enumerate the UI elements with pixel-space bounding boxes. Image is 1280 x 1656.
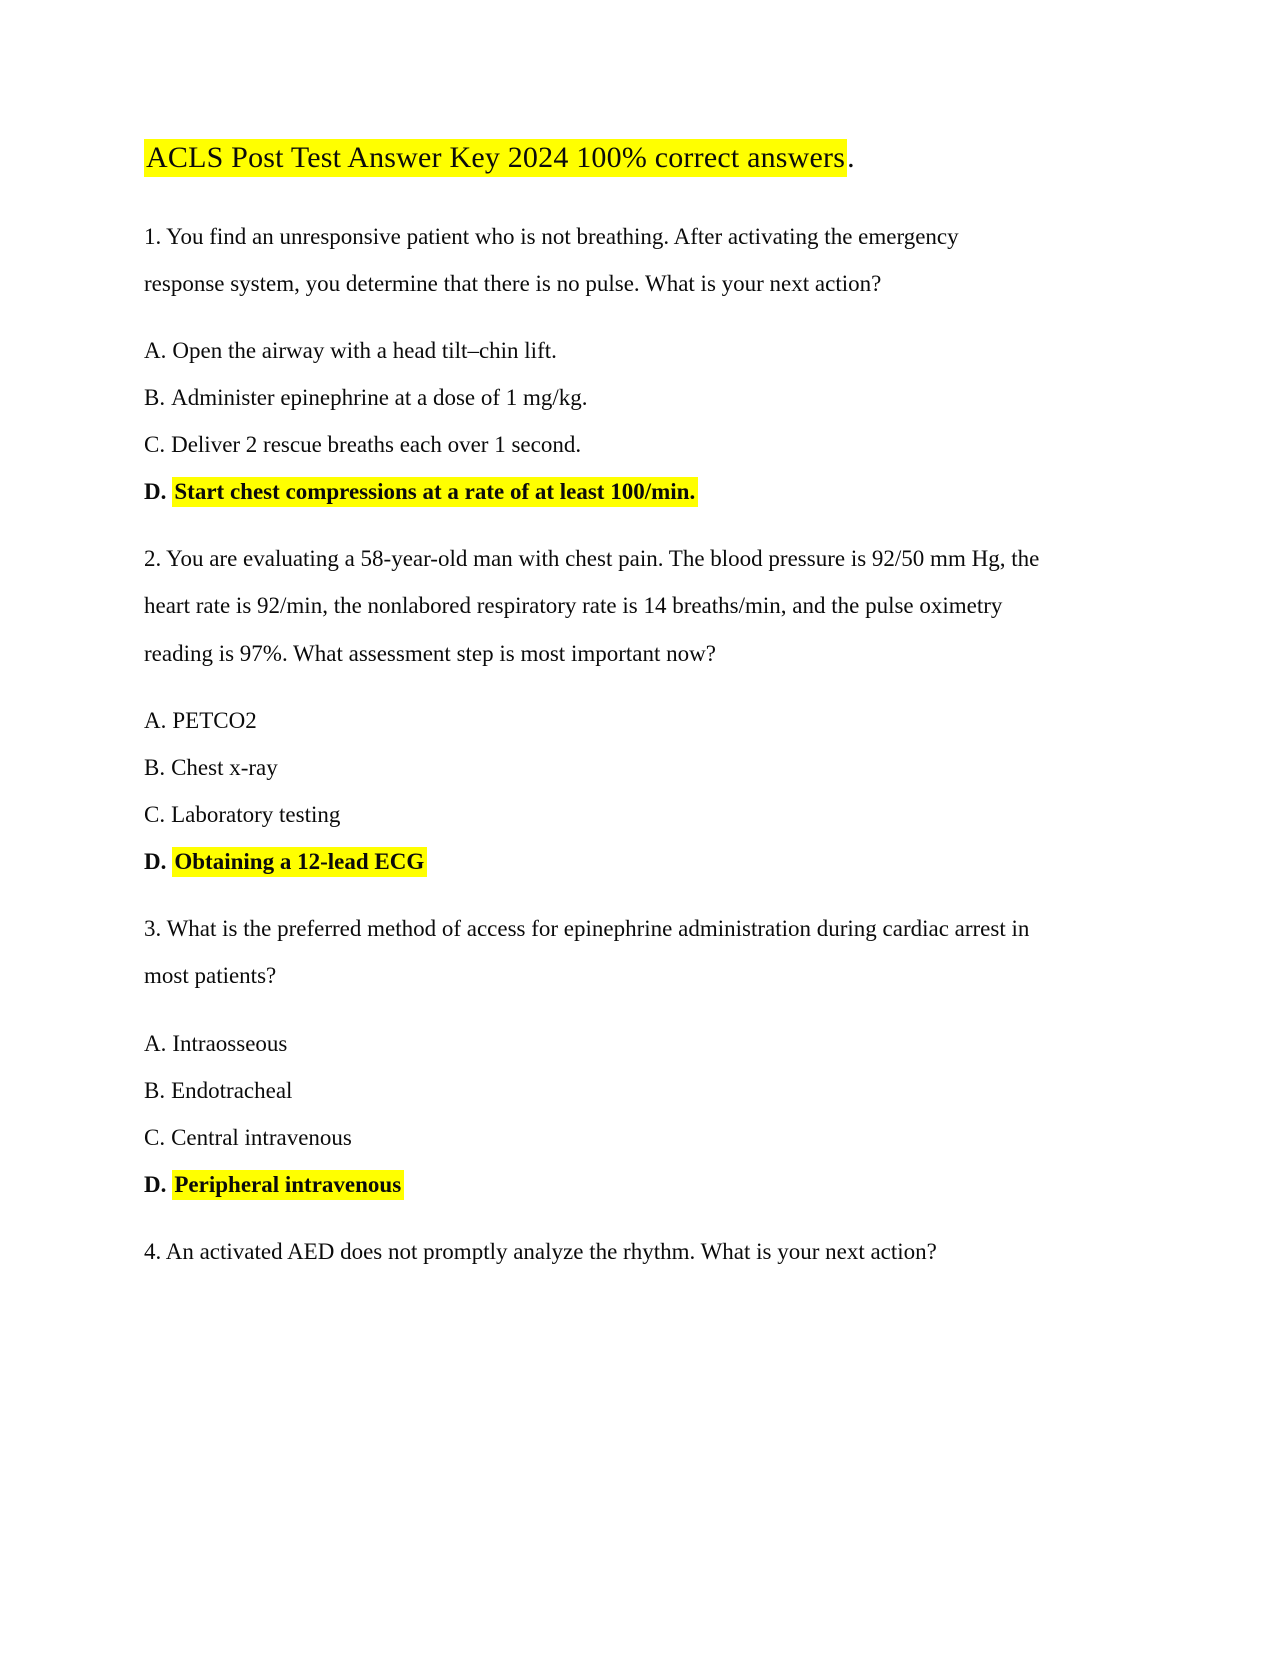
option-d-correct-answer: [144, 838, 1044, 885]
option-c: [144, 791, 1044, 838]
page-title: [144, 138, 1044, 179]
options-list: [144, 327, 1044, 516]
options-list: [144, 1020, 1044, 1209]
option-label: B.: [144, 754, 166, 780]
option-text-highlighted: Obtaining a 12-lead ECG: [172, 847, 427, 877]
option-text: PETCO2: [172, 707, 257, 733]
option-label: C.: [144, 802, 166, 828]
option-c: [144, 1114, 1044, 1161]
option-text: Chest x-ray: [171, 754, 278, 780]
option-c: [144, 421, 1044, 468]
option-text: Central intravenous: [171, 1124, 352, 1150]
option-label: C.: [144, 1124, 166, 1150]
option-label: D.: [144, 479, 167, 505]
option-label: B.: [144, 1077, 166, 1103]
question-block-4: [144, 1228, 1044, 1275]
option-text: Intraosseous: [172, 1030, 288, 1056]
option-a: [144, 697, 1044, 744]
option-b: [144, 374, 1044, 421]
option-text: Laboratory testing: [171, 802, 341, 828]
option-b: [144, 744, 1044, 791]
option-text: Deliver 2 rescue breaths each over 1 second.: [171, 432, 582, 458]
question-text: 2. You are evaluating a 58-year-old man with chest pain. The blood pressure is 92/50 mm Hg, the heart rate is 92/min, the nonlabored respiratory rate is 14 breaths/min, and the pulse oximetry reading is 97%. What assessment step is most important now?: [144, 546, 1040, 666]
option-text: Endotracheal: [171, 1077, 293, 1103]
option-a: [144, 327, 1044, 374]
option-label: A.: [144, 707, 167, 733]
option-label: D.: [144, 849, 167, 875]
option-text-highlighted: Start chest compressions at a rate of at least 100/min.: [172, 477, 698, 507]
question-text: 1. You find an unresponsive patient who is not breathing. After activating the emergency response system, you determine that there is no pulse. What is your next action?: [144, 223, 959, 296]
option-a: [144, 1020, 1044, 1067]
option-d-correct-answer: [144, 468, 1044, 515]
option-b: [144, 1067, 1044, 1114]
option-text: Administer epinephrine at a dose of 1 mg/kg.: [171, 384, 588, 410]
option-label: D.: [144, 1172, 167, 1198]
option-text: Open the airway with a head tilt–chin lift.: [172, 337, 557, 363]
question-block-3: [144, 905, 1044, 1208]
page-title-highlight: ACLS Post Test Answer Key 2024 100% correct answers: [144, 139, 847, 177]
option-d-correct-answer: [144, 1161, 1044, 1208]
document-content: [144, 138, 1044, 1275]
question-text: 4. An activated AED does not promptly analyze the rhythm. What is your next action?: [144, 1239, 937, 1265]
option-label: B.: [144, 384, 166, 410]
option-label: A.: [144, 337, 167, 363]
option-label: A.: [144, 1030, 167, 1056]
option-text-highlighted: Peripheral intravenous: [172, 1170, 404, 1200]
page-title-period: .: [847, 141, 855, 174]
question-block-2: [144, 535, 1044, 885]
option-label: C.: [144, 432, 166, 458]
question-block-1: [144, 213, 1044, 516]
question-text: 3. What is the preferred method of access for epinephrine administration during cardiac arrest in most patients?: [144, 916, 1030, 989]
options-list: [144, 697, 1044, 886]
